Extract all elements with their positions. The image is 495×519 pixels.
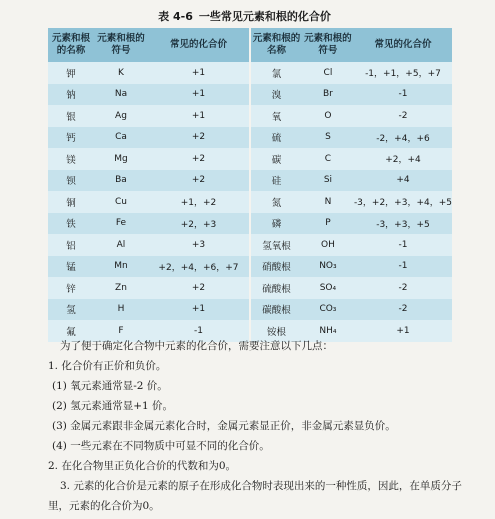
cell-name-left: 银 [48,105,94,127]
cell-name-right: 氮 [250,191,302,213]
cell-name-left: 锰 [48,256,94,278]
notes-section [48,336,468,516]
cell-symbol-left: Zn [94,277,148,299]
cell-symbol-right: NH₄ [302,320,354,342]
table-row [48,299,452,321]
table-row [48,213,452,235]
cell-symbol-right: OH [302,234,354,256]
table-row [48,256,452,278]
table-number: 表 4-6 [158,10,193,23]
cell-symbol-left: Na [94,84,148,106]
cell-name-right: 碳 [250,148,302,170]
cell-name-left: 铜 [48,191,94,213]
cell-symbol-right: S [302,127,354,149]
cell-symbol-right: Si [302,170,354,192]
cell-name-left: 铁 [48,213,94,235]
cell-valence-left: +2，+4，+6，+7 [148,256,250,278]
cell-symbol-left: F [94,320,148,342]
cell-valence-left: +1 [148,105,250,127]
cell-valence-right: -2，+4，+6 [354,127,452,149]
header-valence-right: 常见的化合价 [354,28,452,62]
table-header-row [48,28,452,62]
cell-symbol-right: Cl [302,62,354,84]
cell-name-left: 氟 [48,320,94,342]
note-sub-4: (4) 一些元素在不同物质中可显不同的化合价。 [52,440,270,452]
cell-name-right: 氢氧根 [250,234,302,256]
table-row [48,234,452,256]
cell-name-left: 钠 [48,84,94,106]
cell-valence-left: +2 [148,127,250,149]
cell-symbol-right: N [302,191,354,213]
cell-name-right: 氯 [250,62,302,84]
cell-valence-left: -1 [148,320,250,342]
cell-symbol-right: Br [302,84,354,106]
notes-intro: 为了便于确定化合物中元素的化合价，需要注意以下几点： [60,340,333,352]
header-name-right: 元素和根的名称 [250,28,302,62]
note-sub-2: (2) 氢元素通常显+1 价。 [52,400,174,412]
table-caption [0,8,495,24]
valence-table [48,28,452,342]
cell-valence-right: -3，+2，+3，+4，+5 [354,191,452,213]
cell-symbol-left: H [94,299,148,321]
cell-valence-right: +1 [354,320,452,342]
cell-valence-right: -2 [354,299,452,321]
cell-valence-left: +1 [148,62,250,84]
table-row [48,170,452,192]
cell-symbol-left: Ag [94,105,148,127]
table-title: 一些常见元素和根的化合价 [198,10,331,23]
cell-valence-right: -3，+3，+5 [354,213,452,235]
note-point-1: 1. 化合价有正价和负价。 [48,360,167,372]
header-symbol-left: 元素和根的符号 [94,28,148,62]
cell-symbol-left: Al [94,234,148,256]
table-row [48,191,452,213]
note-point-3: 3. 元素的化合价是元素的原子在形成化合物时表现出来的一种性质，因此，在单质分子里，元素的化合价为0。 [48,480,462,512]
table-row [48,148,452,170]
cell-valence-left: +2 [148,170,250,192]
cell-valence-left: +2 [148,148,250,170]
cell-valence-right: -1 [354,256,452,278]
cell-valence-right: -2 [354,277,452,299]
cell-name-left: 铝 [48,234,94,256]
note-sub-1: (1) 氧元素通常显-2 价。 [52,380,168,392]
cell-valence-left: +1，+2 [148,191,250,213]
note-sub-3: (3) 金属元素跟非金属元素化合时，金属元素显正价，非金属元素显负价。 [52,420,396,432]
cell-symbol-left: Mn [94,256,148,278]
table-row [48,84,452,106]
cell-name-left: 钙 [48,127,94,149]
cell-symbol-right: P [302,213,354,235]
cell-valence-left: +2 [148,277,250,299]
cell-valence-right: +4 [354,170,452,192]
cell-name-left: 钡 [48,170,94,192]
cell-name-right: 硝酸根 [250,256,302,278]
cell-valence-right: -1，+1，+5，+7 [354,62,452,84]
cell-name-right: 溴 [250,84,302,106]
header-symbol-right: 元素和根的符号 [302,28,354,62]
cell-name-right: 碳酸根 [250,299,302,321]
cell-name-right: 硫酸根 [250,277,302,299]
cell-symbol-left: K [94,62,148,84]
table-row [48,62,452,84]
cell-name-right: 磷 [250,213,302,235]
cell-name-right: 铵根 [250,320,302,342]
table-row [48,127,452,149]
table-row [48,277,452,299]
cell-name-left: 锌 [48,277,94,299]
cell-symbol-right: C [302,148,354,170]
note-point-2: 2. 在化合物里正负化合价的代数和为0。 [48,460,237,472]
cell-symbol-right: O [302,105,354,127]
cell-symbol-right: SO₄ [302,277,354,299]
cell-symbol-left: Fe [94,213,148,235]
cell-symbol-left: Cu [94,191,148,213]
cell-valence-left: +1 [148,299,250,321]
cell-valence-left: +3 [148,234,250,256]
header-valence-left: 常见的化合价 [148,28,250,62]
cell-name-right: 硅 [250,170,302,192]
cell-name-left: 镁 [48,148,94,170]
cell-valence-right: -1 [354,234,452,256]
cell-symbol-left: Mg [94,148,148,170]
cell-name-left: 氢 [48,299,94,321]
cell-valence-right: +2，+4 [354,148,452,170]
cell-valence-left: +1 [148,84,250,106]
cell-symbol-left: Ca [94,127,148,149]
cell-valence-right: -2 [354,105,452,127]
cell-symbol-left: Ba [94,170,148,192]
cell-valence-left: +2，+3 [148,213,250,235]
table-row [48,105,452,127]
cell-name-right: 硫 [250,127,302,149]
header-name-left: 元素和根的名称 [48,28,94,62]
cell-name-right: 氧 [250,105,302,127]
cell-symbol-right: NO₃ [302,256,354,278]
cell-symbol-right: CO₃ [302,299,354,321]
cell-name-left: 钾 [48,62,94,84]
cell-valence-right: -1 [354,84,452,106]
